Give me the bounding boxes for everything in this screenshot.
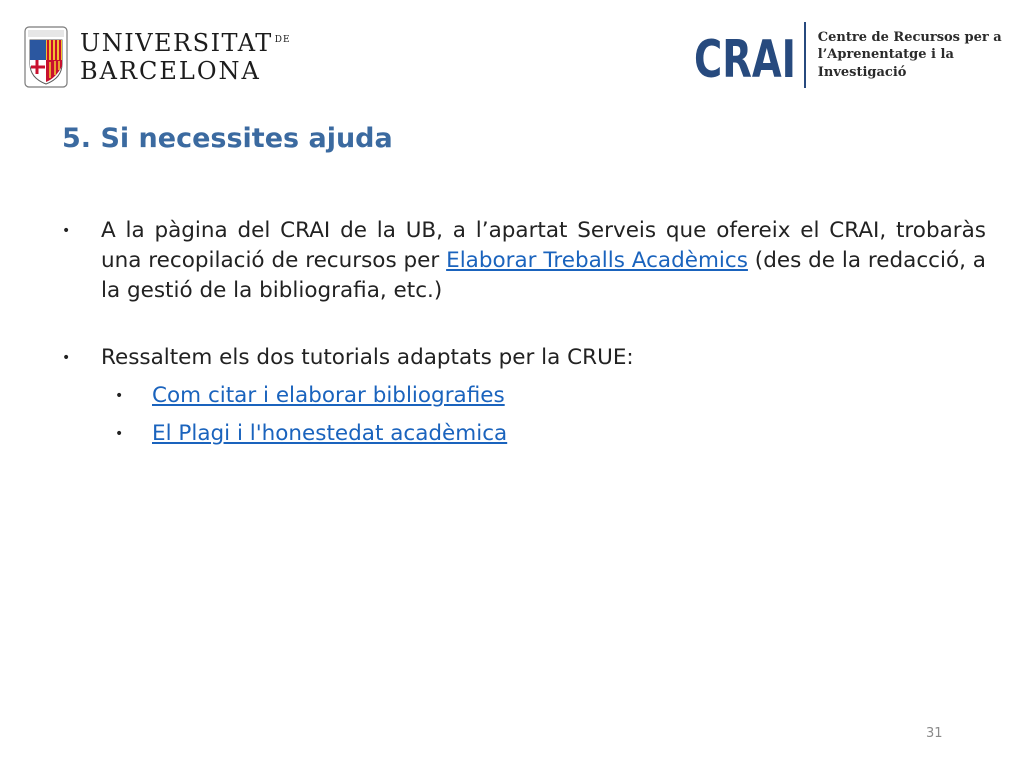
crai-mark-text: CRAI: [694, 30, 796, 90]
ub-wordmark: [80, 31, 291, 83]
universitat-de-barcelona-logo: [24, 26, 291, 88]
sub-bullet-plagi: [62, 415, 986, 453]
ub-name-line2: BARCELONA: [80, 57, 261, 85]
sub-bullet-icon: •: [115, 388, 124, 404]
ub-seal-icon: [24, 26, 68, 88]
slide-body: [62, 216, 986, 453]
sub-bullet-citar: [62, 377, 986, 415]
slide-title: 5. Si necessites ajuda: [62, 123, 393, 154]
bullet1-text-before: A la pàgina del CRAI de la UB, a l’apartat Serveis que ofereix el CRAI, trobaràs una recopilació de recursos per: [101, 218, 986, 273]
crai-subtitle: [818, 29, 1024, 82]
com-citar-bibliografies-link[interactable]: Com citar i elaborar bibliografies: [152, 383, 505, 408]
crai-subtitle-line2: l’Aprenentatge i la Investigació: [817, 47, 954, 80]
bullet-item-crai-page: [62, 216, 986, 306]
elaborar-treballs-academics-link[interactable]: Elaborar Treballs Acadèmics: [446, 248, 748, 273]
plagi-honestedat-link[interactable]: El Plagi i l'honestedat acadèmica: [152, 421, 508, 446]
bullet-item-tutorials: [62, 343, 986, 373]
bullet2-text: Ressaltem els dos tutorials adaptats per la CRUE:: [101, 345, 634, 370]
bullet-icon: •: [62, 350, 71, 366]
sub-bullet-icon: •: [115, 426, 124, 442]
bullet-icon: •: [62, 223, 71, 239]
crai-logo: [694, 22, 1024, 88]
ub-name-line1: UNIVERSITAT: [80, 29, 273, 57]
crai-subtitle-line1: Centre de Recursos per a: [817, 29, 1002, 45]
crai-separator: [804, 22, 806, 88]
crai-wordmark: [694, 25, 798, 90]
bullet1-text-after: (des de la redacció, a la gestió de la bibliografia, etc.): [101, 248, 986, 303]
page-number: 31: [926, 726, 943, 741]
ub-name-de: DE: [274, 35, 291, 45]
